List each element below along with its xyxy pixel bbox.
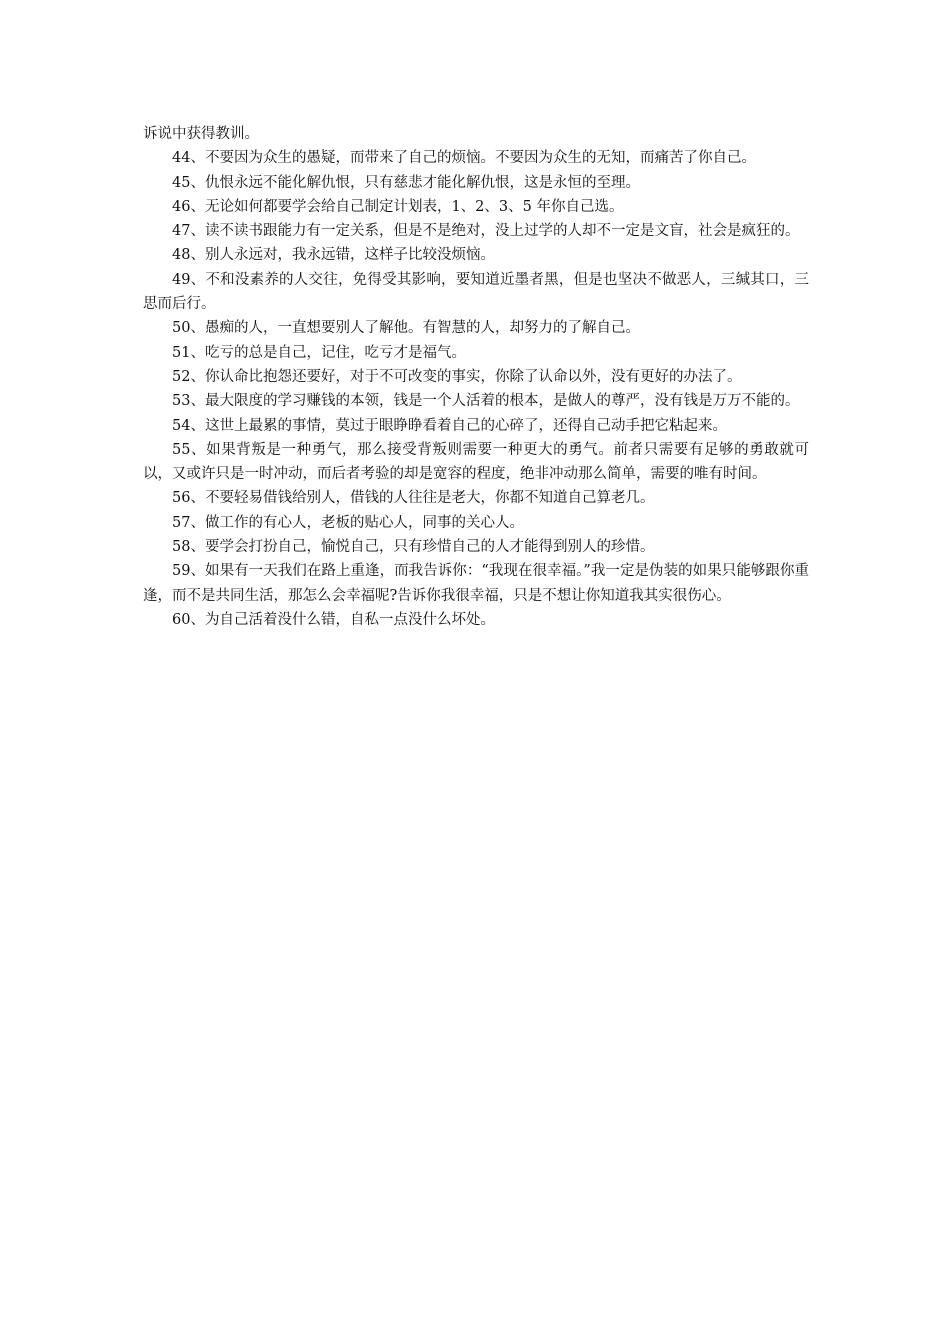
paragraph-55: 55、如果背叛是一种勇气，那么接受背叛则需要一种更大的勇气。前者只需要有足够的勇敢就可以，又或许只是一时冲动，而后者考验的却是宽容的程度，绝非冲动那么简单，需要的唯有时间。 <box>143 441 809 483</box>
paragraph-49: 49、不和没素养的人交往，免得受其影响，要知道近墨者黑，但是也坚决不做恶人，三缄其口，三思而后行。 <box>143 271 809 313</box>
paragraph-54: 54、这世上最累的事情，莫过于眼睁睁看着自己的心碎了，还得自己动手把它粘起来。 <box>172 417 727 434</box>
paragraph-50: 50、愚痴的人，一直想要别人了解他。有智慧的人，却努力的了解自己。 <box>172 320 640 337</box>
paragraph-48: 48、别人永远对，我永远错，这样子比较没烦恼。 <box>172 247 495 264</box>
paragraph-46: 46、无论如何都要学会给自己制定计划表，1、2、3、5 年你自己选。 <box>172 198 624 215</box>
document-body <box>143 122 809 632</box>
paragraph-59: 59、如果有一天我们在路上重逢，而我告诉你：“我现在很幸福。”我一定是伪装的如果只能够跟你重逢，而不是共同生活，那怎么会幸福呢?告诉你我很幸福，只是不想让你知道我其实很伤心。 <box>143 563 809 604</box>
paragraph-continuation: 诉说中获得教训。 <box>143 126 259 142</box>
paragraph-51: 51、吃亏的总是自己，记住，吃亏才是福气。 <box>172 344 466 361</box>
paragraph-58: 58、要学会打扮自己，愉悦自己，只有珍惜自己的人才能得到别人的珍惜。 <box>172 539 655 556</box>
paragraph-52: 52、你认命比抱怨还要好，对于不可改变的事实，你除了认命以外，没有更好的办法了。 <box>172 368 742 385</box>
paragraph-57: 57、做工作的有心人，老板的贴心人，同事的关心人。 <box>172 514 524 531</box>
paragraph-56: 56、不要轻易借钱给别人，借钱的人往往是老大，你都不知道自己算老几。 <box>172 490 655 507</box>
paragraph-44: 44、不要因为众生的愚疑，而带来了自己的烦恼。不要因为众生的无知，而痛苦了你自己。 <box>172 150 756 167</box>
paragraph-60: 60、为自己活着没什么错，自私一点没什么坏处。 <box>172 611 495 628</box>
paragraph-45: 45、仇恨永远不能化解仇恨，只有慈悲才能化解仇恨，这是永恒的至理。 <box>172 174 640 191</box>
paragraph-47: 47、读不读书跟能力有一定关系，但是不是绝对，没上过学的人却不一定是文盲，社会是疯狂的。 <box>172 223 800 240</box>
paragraph-53: 53、最大限度的学习赚钱的本领，钱是一个人活着的根本，是做人的尊严，没有钱是万万不能的。 <box>172 393 800 410</box>
